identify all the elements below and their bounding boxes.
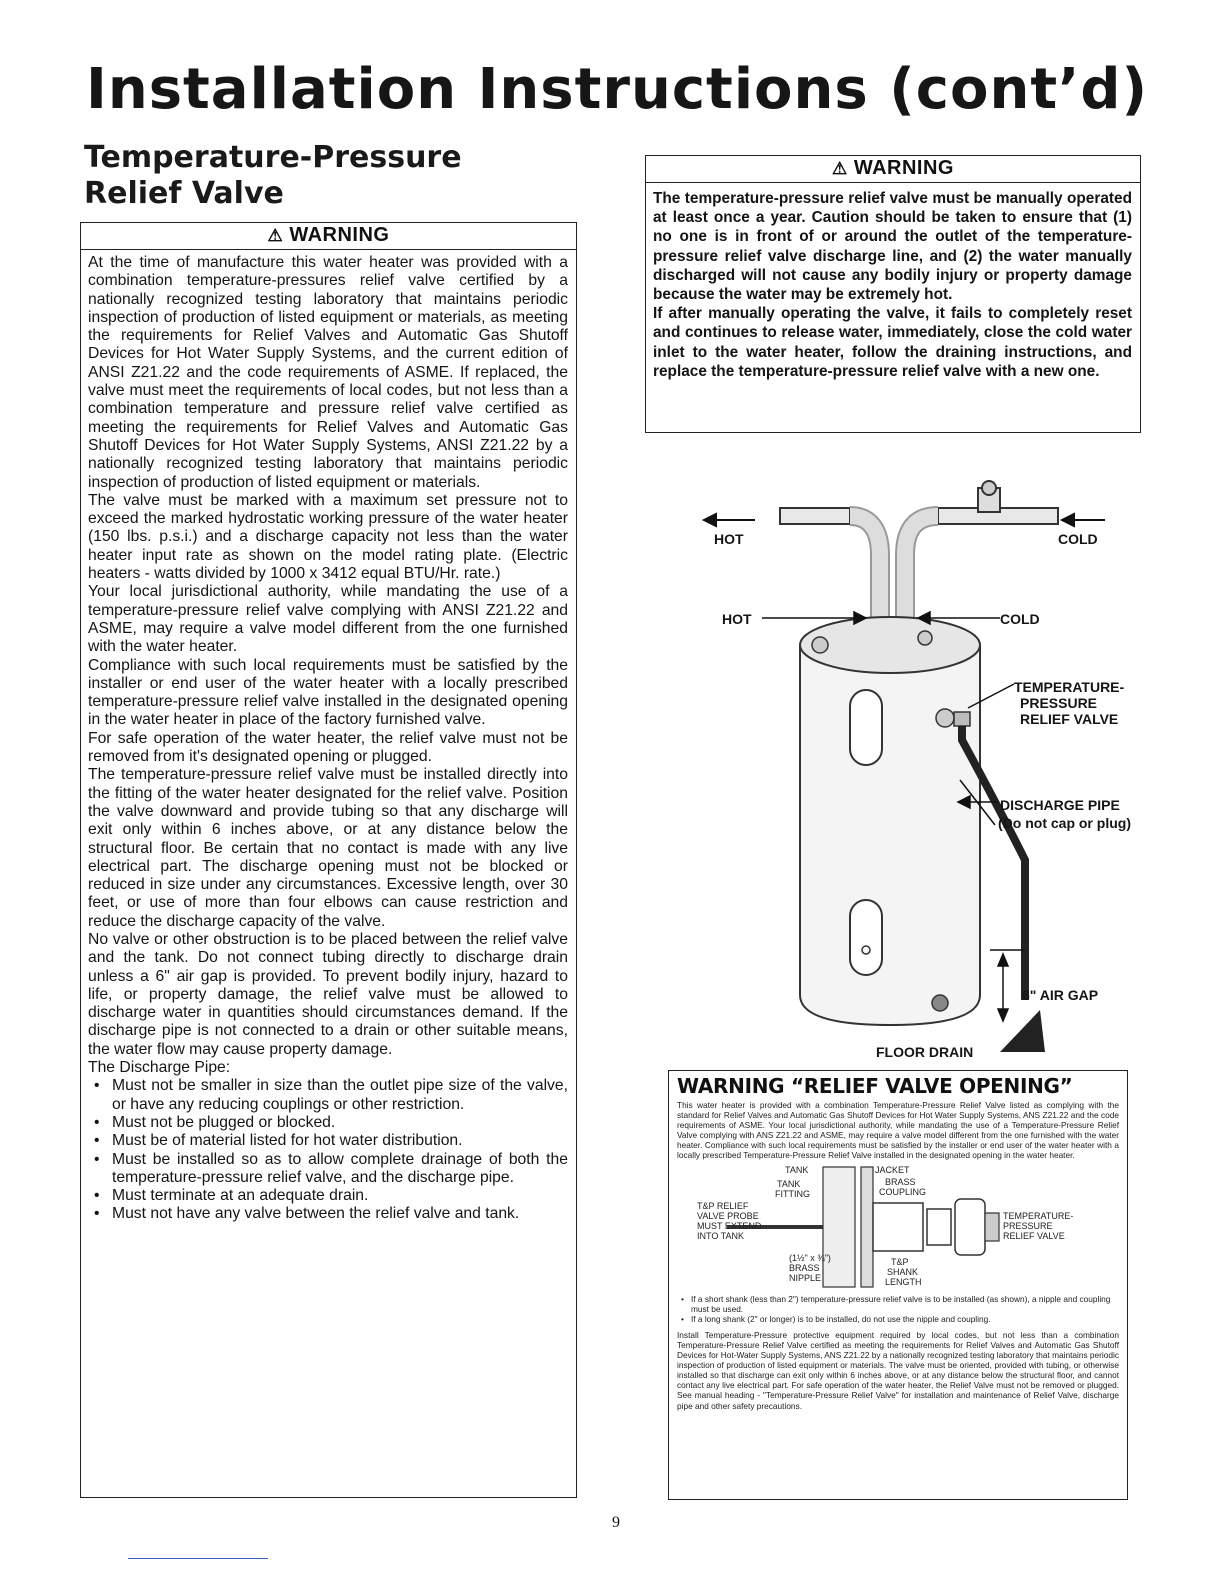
list-item: • Must be of material listed for hot water distribution. bbox=[88, 1132, 568, 1150]
nipple-label: BRASS bbox=[789, 1262, 820, 1273]
right-warning-heading-text: WARNING bbox=[853, 157, 954, 179]
drain-valve-icon bbox=[932, 995, 948, 1011]
warning-triangle-icon: ⚠ bbox=[267, 226, 284, 245]
left-warning-paragraph: No valve or other obstruction is to be placed between the relief valve and the tank. Do not connect tubing directly to discharge drain unless a 6" air gap is provided. To prevent bodily injury, hazard to life, or property damage, the relief valve must be allowed to discharge water in quantities should circumstances demand. If the discharge pipe is not connected to a drain or other suitable means, the water flow may cause property damage. bbox=[88, 930, 568, 1058]
relief-valve-body bbox=[955, 1199, 985, 1255]
brass-coupling-label: COUPLING bbox=[879, 1186, 927, 1197]
cold-inlet-label: COLD bbox=[1000, 611, 1040, 627]
jacket-label: JACKET bbox=[875, 1164, 910, 1175]
tp-valve-label: TEMPERATURE- bbox=[1014, 679, 1125, 695]
shank-label: SHANK bbox=[887, 1266, 919, 1277]
right-warning-paragraph: If after manually operating the valve, it fails to completely reset and continues to release water, immediately, close the cold water inlet to the water heater, follow the draining instructions, and replace the temperature-pressure relief valve with a new one. bbox=[653, 305, 1132, 380]
discharge-pipe-label: DISCHARGE PIPE bbox=[1000, 797, 1120, 813]
tp-valve-label: RELIEF VALVE bbox=[1020, 711, 1119, 727]
tank-wall bbox=[823, 1167, 855, 1287]
left-warning-body bbox=[81, 250, 576, 1224]
section-title-line-1: Temperature-Pressure bbox=[84, 140, 462, 175]
relief-valve-notes bbox=[677, 1294, 1119, 1324]
warning-triangle-icon: ⚠ bbox=[832, 159, 848, 178]
brass-coupling bbox=[873, 1203, 923, 1251]
footer-rule bbox=[128, 1558, 268, 1559]
arrow-left-icon bbox=[1062, 514, 1105, 526]
section-title bbox=[84, 140, 564, 212]
right-warning-paragraph: The temperature-pressure relief valve must be manually operated at least once a year. Caution should be taken to ensure that (1) no one is in front of or around the outlet of the temperature-pressure relief valve discharge line, and (2) the water manually discharged will not cause any bodily injury or property damage because the water may be extremely hot. bbox=[653, 190, 1132, 304]
brass-coupling-label: BRASS bbox=[885, 1176, 916, 1187]
page-number: 9 bbox=[612, 1514, 620, 1531]
cold-inlet-label: COLD bbox=[1058, 531, 1098, 547]
list-item: • If a long shank (2" or longer) is to be installed, do not use the nipple and coupling. bbox=[677, 1314, 1119, 1324]
floor-drain-label: FLOOR DRAIN bbox=[876, 1044, 974, 1060]
probe-label: INTO TANK bbox=[697, 1230, 745, 1241]
shank-label: LENGTH bbox=[885, 1276, 922, 1287]
left-warning-paragraph: The valve must be marked with a maximum set pressure not to exceed the marked hydrostatic working pressure of the water heater (150 lbs. p.s.i.) and a discharge capacity not less than the water heater input rate as shown on the model rating plate. (Electric heaters - watts divided by 1000 x 3412 equal BTU/Hr. rate.) bbox=[88, 491, 568, 583]
tp-valve-label: PRESSURE bbox=[1003, 1220, 1053, 1231]
left-warning-paragraph: For safe operation of the water heater, the relief valve must not be removed from it's designated opening or plugged. bbox=[88, 729, 568, 766]
right-warning-body bbox=[646, 183, 1140, 381]
hot-outlet-label: HOT bbox=[722, 611, 752, 627]
section-title-line-2: Relief Valve bbox=[84, 176, 284, 211]
tank-label: TANK bbox=[785, 1164, 809, 1175]
list-item: • Must terminate at an adequate drain. bbox=[88, 1187, 568, 1205]
nipple-label: (1½" x ¾") bbox=[789, 1252, 831, 1263]
left-warning-paragraph: Your local jurisdictional authority, while mandating the use of a temperature-pressure relief valve complying with ANSI Z21.22 and ASME, may require a valve model different from the one furnished with the water heater. bbox=[88, 583, 568, 656]
relief-valve-opening-title: WARNING “RELIEF VALVE OPENING” bbox=[677, 1074, 1073, 1098]
tank-fitting-label: TANK bbox=[777, 1178, 801, 1189]
nipple-label: NIPPLE bbox=[789, 1272, 822, 1283]
water-heater-tank bbox=[800, 617, 980, 1025]
relief-valve-footer: Install Temperature-Pressure protective equipment required by local codes, but not less than a combination Temperature-Pressure Relief Valve certified as meeting the requirements for Relief Valves and Automatic Gas Shutoff Devices for Hot-Water Supply Systems, ANS Z21.22 by a nationally recognized testing laboratory that maintains periodic inspection of production of listed equipment or materials. The valve must be oriented, provided with tubing, or otherwise installed so that discharge can exit only within 6 inches above, or at any distance below the structural floor, and cannot contact any live electrical part. For safe operation of the water heater, the Relief Valve must not be removed or plugged. See manual heading - "Temperature-Pressure Relief Valve" for installation and maintenance of Relief Valve, discharge pipe and other safety precautions. bbox=[677, 1329, 1119, 1411]
valve-installation-diagram bbox=[677, 1163, 1121, 1291]
left-warning-paragraph: Compliance with such local requirements must be satisfied by the installer or end user of the water heater with a locally prescribed temperature-pressure relief valve installed in the designated opening in the water heater in place of the factory furnished valve. bbox=[88, 656, 568, 729]
probe-label: MUST EXTEND bbox=[697, 1220, 762, 1231]
relief-valve-intro: This water heater is provided with a combination Temperature-Pressure Relief Valve listed as complying with the standard for Relief Valves and Automatic Gas Shutoff Devices for Hot Water Supply Systems, ANS Z21.22 and the code requirements of ASME. Your local jurisdictional authority, while mandating the use of a Temperature-Pressure Relief Valve complying with ANS Z21.22 and ASME, may require a valve model different from the one furnished with the water heater. Compliance with such local requirements must be satisfied by the installer or end user of the water heater with a locally prescribed Temperature-Pressure Relief Valve installed in the designated opening in the water heater. bbox=[677, 1100, 1119, 1161]
list-item: • If a short shank (less than 2") temperature-pressure relief valve is to be installed (as shown), a nipple and coupling must be used. bbox=[677, 1294, 1119, 1314]
shank-label: T&P bbox=[891, 1256, 909, 1267]
hot-outlet-pipe bbox=[780, 508, 880, 635]
upper-access-panel bbox=[850, 690, 882, 765]
probe-label: VALVE PROBE bbox=[697, 1210, 759, 1221]
tp-valve-label: PRESSURE bbox=[1020, 695, 1098, 711]
water-heater-diagram bbox=[700, 480, 1160, 1060]
left-warning-paragraph: At the time of manufacture this water heater was provided with a combination temperature-pressures relief valve certified by a nationally recognized testing laboratory that maintains periodic inspection of production of listed equipment or materials, as meeting the requirements for Relief Valves and Automatic Gas Shutoff Devices for Hot Water Supply Systems, and the current edition of ANSI Z21.22 and the code requirements of ASME. If replaced, the valve must meet the requirements of local codes, but not less than a combination temperature and pressure relief valve certified as meeting the requirements for Relief Valves and Automatic Gas Shutoff Devices for Hot Water Supply Systems, ANSI Z21.22 by a nationally recognized testing laboratory that maintains periodic inspection of production of listed equipment or materials. bbox=[88, 254, 568, 491]
tp-valve-label: TEMPERATURE- bbox=[1003, 1210, 1074, 1221]
left-warning-box bbox=[80, 222, 577, 1498]
right-warning-box bbox=[645, 155, 1141, 433]
relief-valve-opening-box bbox=[668, 1070, 1128, 1500]
list-item: • Must not have any valve between the relief valve and tank. bbox=[88, 1205, 568, 1223]
arrow-left-icon bbox=[918, 612, 1000, 624]
air-gap-label: 6" AIR GAP bbox=[1022, 987, 1099, 1003]
floor-drain-icon bbox=[1000, 1010, 1045, 1052]
discharge-pipe-label: (Do not cap or plug) bbox=[998, 815, 1131, 831]
hot-outlet-label: HOT bbox=[714, 531, 744, 547]
tank-fitting-label: FITTING bbox=[775, 1188, 810, 1199]
list-item: • Must not be plugged or blocked. bbox=[88, 1114, 568, 1132]
list-item: • Must not be smaller in size than the outlet pipe size of the valve, or have any reducing couplings or other restriction. bbox=[88, 1077, 568, 1114]
discharge-pipe-heading: The Discharge Pipe: bbox=[88, 1059, 231, 1077]
list-item: • Must be installed so as to allow complete drainage of both the temperature-pressure relief valve, and the discharge pipe. bbox=[88, 1151, 568, 1188]
arrow-left-icon bbox=[704, 514, 755, 526]
lower-access-panel bbox=[850, 900, 882, 975]
left-warning-heading-text: WARNING bbox=[289, 224, 390, 246]
right-warning-heading bbox=[646, 156, 1140, 183]
jacket-wall bbox=[861, 1167, 873, 1287]
discharge-pipe-list bbox=[88, 1077, 568, 1223]
air-gap-indicator bbox=[990, 950, 1025, 1021]
page-title: Installation Instructions (cont’d) bbox=[86, 57, 1149, 122]
left-warning-paragraph: The temperature-pressure relief valve must be installed directly into the fitting of the water heater designated for the relief valve. Position the valve downward and provide tubing so that any discharge will exit only within 6 inches above, or at any distance below the structural floor. Be certain that no contact is made with any live electrical part. The discharge opening must not be blocked or reduced in size under any circumstances. Excessive length, over 30 feet, or use of more than four elbows can cause restriction and reduce the discharge capacity of the valve. bbox=[88, 766, 568, 930]
tp-valve-label: RELIEF VALVE bbox=[1003, 1230, 1065, 1241]
probe-label: T&P RELIEF bbox=[697, 1200, 749, 1211]
left-warning-heading bbox=[81, 223, 576, 250]
